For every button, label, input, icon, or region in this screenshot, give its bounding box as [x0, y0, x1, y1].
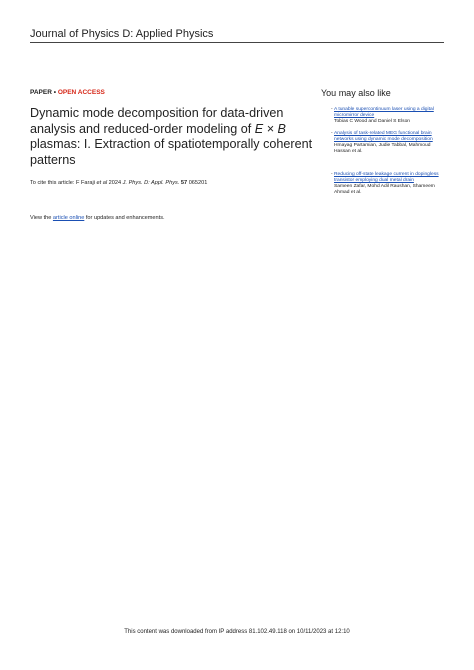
journal-title: Journal of Physics D: Applied Physics	[30, 28, 214, 40]
article-online-link[interactable]: article online	[52, 215, 85, 221]
article-title-math: E × B	[254, 121, 286, 136]
related-article-authors: Hmayag Partamian, Judie Tabbal, Mahmoud Hassan et al.	[334, 142, 431, 154]
related-article-link[interactable]: Reducing off-state leakage current in dopingless transistor employing dual metal drain	[334, 172, 439, 183]
related-article-item	[331, 131, 446, 155]
article-type-line	[30, 89, 105, 96]
header-divider	[30, 42, 444, 43]
related-article-item	[331, 107, 446, 125]
related-article-authors: Sameen Zafar, Mohd Adil Raushan, Shameem Ahmad et al.	[334, 183, 435, 195]
view-online-prefix: View the	[30, 215, 53, 221]
citation-article-number: 065201	[187, 180, 208, 186]
bullet-dash-icon: -	[331, 172, 333, 177]
related-article-link[interactable]: A tunable supercontinuum laser using a digital micromirror device	[334, 107, 434, 118]
article-title-part2: plasmas: I. Extraction of spatiotemporally coherent patterns	[30, 137, 313, 167]
citation-volume: 57	[179, 180, 188, 186]
related-article-item	[331, 172, 446, 196]
view-online-line	[30, 215, 165, 221]
citation-line	[30, 180, 207, 186]
related-articles-heading: You may also like	[321, 88, 391, 98]
related-article-link[interactable]: Analysis of task-related MEG functional brain networks using dynamic mode decomposition	[334, 131, 433, 142]
download-footer: This content was downloaded from IP address 81.102.49.118 on 10/11/2023 at 12:10	[124, 629, 350, 635]
citation-et-al: et al	[96, 180, 108, 186]
article-title	[30, 106, 330, 168]
citation-journal: J. Phys. D: Appl. Phys.	[122, 180, 180, 186]
bullet-dash-icon: -	[331, 107, 333, 112]
article-type-label: PAPER	[30, 89, 52, 96]
citation-year: 2024	[107, 180, 123, 186]
related-article-authors: Tobias C Wood and Daniel S Elson	[334, 118, 411, 124]
article-title-part1: Dynamic mode decomposition for data-driven analysis and reduced-order modeling of	[30, 106, 284, 136]
view-online-suffix: for updates and enhancements.	[84, 215, 165, 221]
type-separator: •	[51, 89, 58, 96]
citation-prefix: To cite this article: F Faraji	[30, 180, 97, 186]
bullet-dash-icon: -	[331, 131, 333, 136]
open-access-label: OPEN ACCESS	[57, 89, 105, 96]
